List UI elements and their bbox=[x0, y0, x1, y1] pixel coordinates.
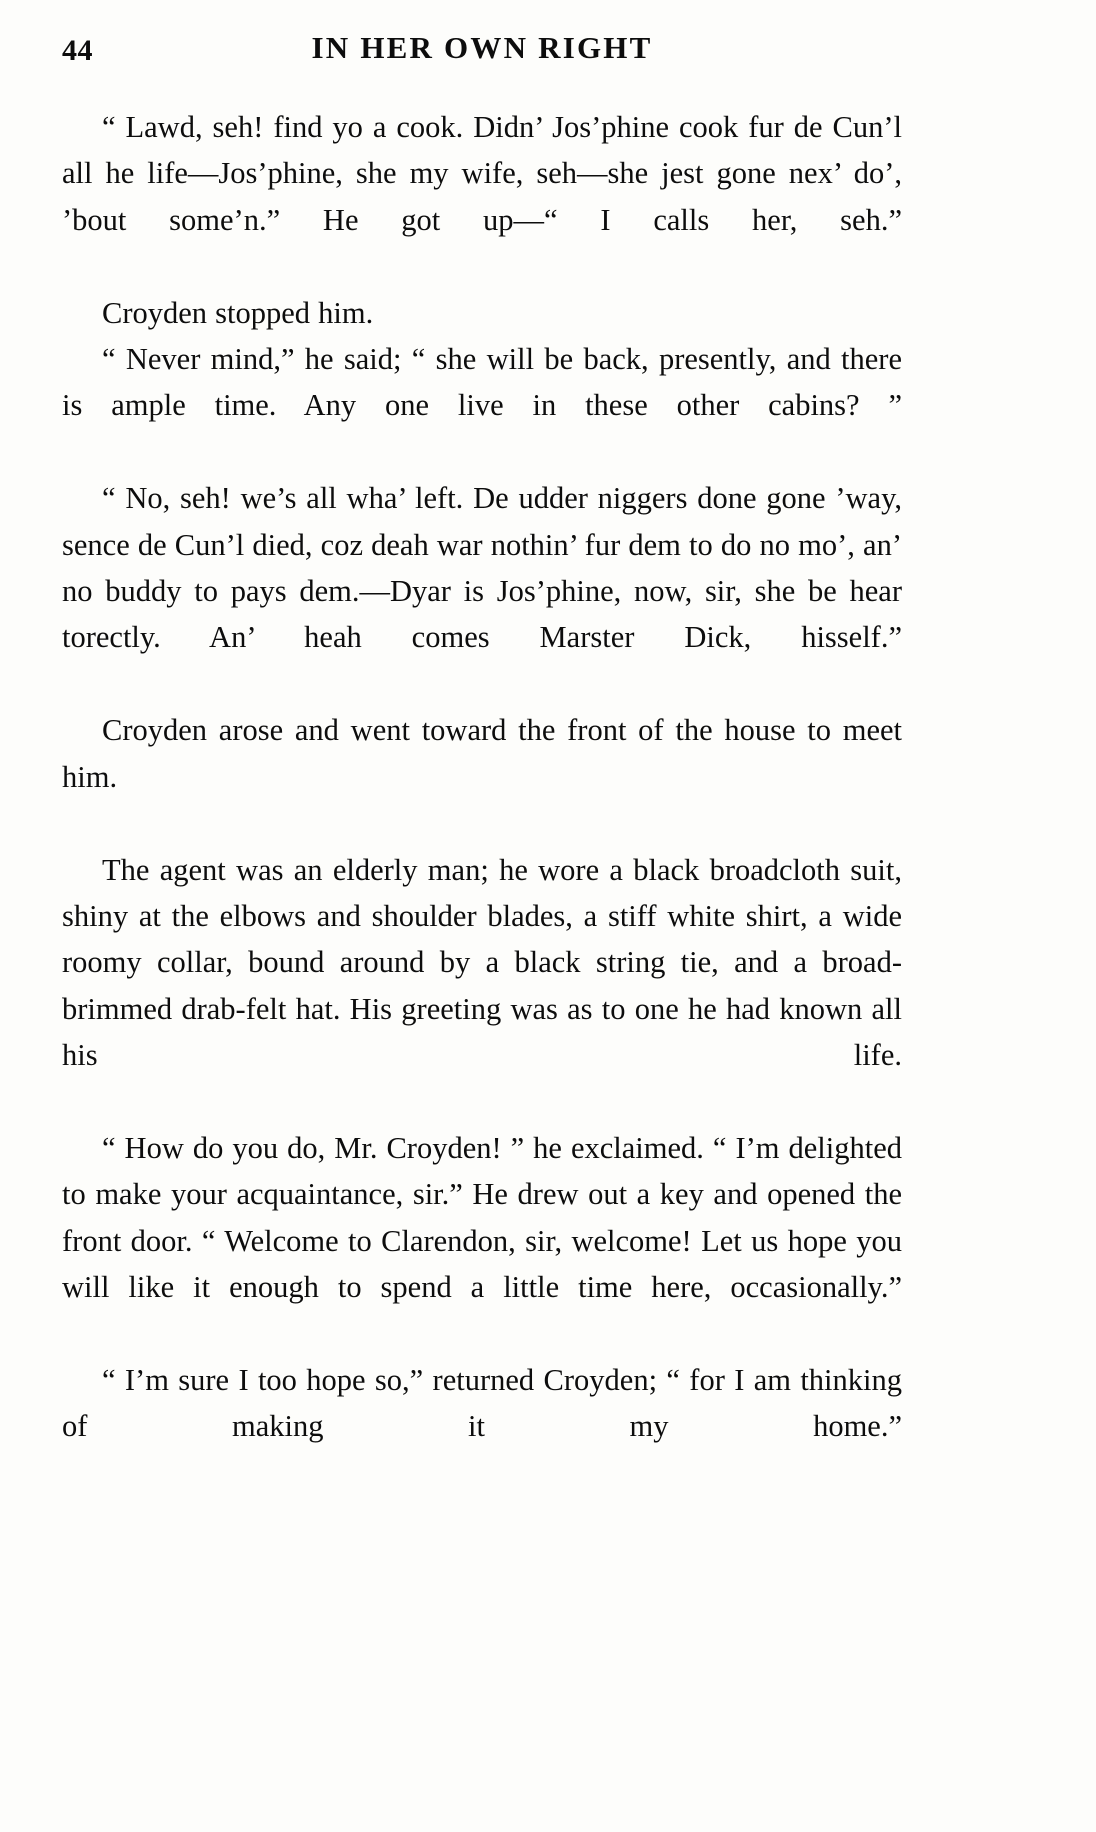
paragraph: Croyden arose and went toward the front of the house to meet him. bbox=[62, 713, 902, 794]
paragraph: “ Lawd, seh! find yo a cook. Didn’ Jos’phine cook fur de Cun’l all he life—Jos’phine, she my wife, seh—she jest gone nex’ do’, ’bout some’n.” He got up—“ I calls her, seh.” bbox=[62, 110, 902, 237]
page-header bbox=[62, 30, 902, 78]
paragraph: “ I’m sure I too hope so,” returned Croyden; “ for I am thinking of making it my home.” bbox=[62, 1362, 902, 1444]
page-number: 44 bbox=[62, 34, 93, 67]
running-head-title: IN HER OWN RIGHT bbox=[311, 30, 653, 65]
paragraph: Croyden stopped him. bbox=[102, 295, 374, 330]
paragraph: “ How do you do, Mr. Croyden! ” he exclaimed. “ I’m delighted to make your acquaintance, sir.” He drew out a key and opened the front door. “ Welcome to Clarendon, sir, welcome! Let us hope you will like it enough to spend a little time here, occasionally.” bbox=[62, 1130, 902, 1305]
paragraph: “ Never mind,” he said; “ she will be back, presently, and there is ample time. Any one live in these other cabins? ” bbox=[62, 342, 902, 423]
page-body bbox=[62, 104, 902, 1496]
paragraph: “ No, seh! we’s all wha’ left. De udder niggers done gone ’way, sence de Cun’l died, coz deah war nothin’ fur dem to do no mo’, an’ no buddy to pays dem.—Dyar is Jos’phine, now, sir, she be hear torectly. An’ heah comes Marster Dick, hisself.” bbox=[62, 481, 902, 655]
paragraph: The agent was an elderly man; he wore a black broadcloth suit, shiny at the elbows and shoulder blades, a stiff white shirt, a wide roomy collar, bound around by a black string tie, and a broad-brimmed drab-felt hat. His greeting was as to one he had known all his life. bbox=[62, 852, 902, 1073]
